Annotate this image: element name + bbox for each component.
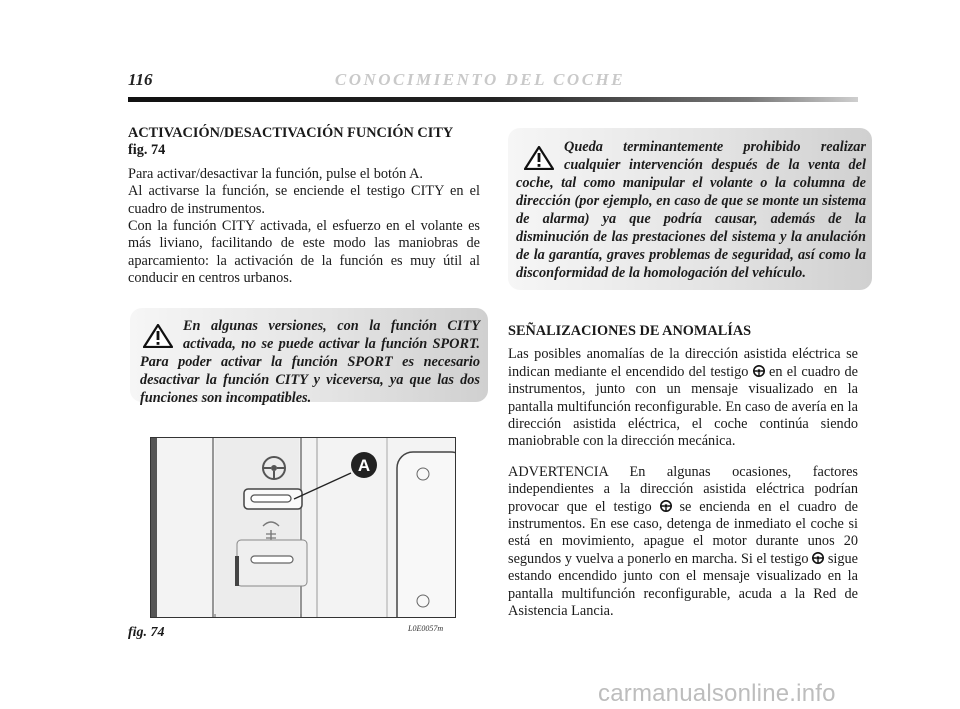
steering-warning-light-icon xyxy=(753,365,765,377)
paragraph-city-effect: Con la función CITY activada, el esfuerzo en el volante es más liviano, facilitando de este modo las maniobras de aparcamiento: la activación de la función es muy útil al conducir en centros urbanos. xyxy=(128,218,480,287)
warning-icon xyxy=(524,146,554,170)
steering-warning-light-icon xyxy=(812,552,824,564)
city-button xyxy=(244,489,302,509)
warning-text-steering: Queda terminantemente prohibido realizar cualquier intervención después de la venta del coche, tal como manipular el volante o la columna de dirección (por ejemplo, en caso de que se monte un sistema de alarma) ya que podría causar, además de la disminución de las prestaciones del sistema y la anulación de la garantía, graves problemas de seguridad, así como la disconformidad de la homologación del vehículo. xyxy=(516,139,866,281)
warning-box-sport xyxy=(130,308,488,406)
steering-warning-light-icon xyxy=(660,500,672,512)
warning-text-sport: En algunas versiones, con la función CITY activada, no se puede activar la función SPORT. Para poder activar la función SPORT es necesario desactivar la función CITY y viceversa, ya que las dos funciones son incompatibles. xyxy=(140,318,480,406)
paragraph-activate: Para activar/desactivar la función, pulse el botón A. xyxy=(128,165,423,182)
warning-icon xyxy=(143,324,173,348)
paragraph-advertencia: ADVERTENCIA En algunas ocasiones, factores independientes a la dirección asistida eléctrica podrían provocar que el testigo se encienda en el cuadro de instrumentos. En ese caso, detenga de inmediato el coche si está en movimiento, apague el motor durante unos 20 segundos y vuelva a ponerlo en marcha. Si el testigo sigue estando encendido junto con el mensaje visualizado en la pantalla multifunción reconfigurable, acuda a la Red de Asistencia Lancia. xyxy=(508,463,858,620)
left-column xyxy=(128,125,480,288)
figure-code: L0E0057m xyxy=(408,624,444,633)
heading-line1: ACTIVACIÓN/DESACTIVACIÓN FUNCIÓN CITY xyxy=(128,125,454,141)
dashboard-illustration xyxy=(151,438,456,618)
paragraph-indicator: Al activarse la función, se enciende el testigo CITY en el cuadro de instrumentos. xyxy=(128,183,480,217)
section-heading-city xyxy=(128,125,480,160)
section-heading-anomalies: SEÑALIZACIONES DE ANOMALÍAS xyxy=(508,323,752,339)
figure-caption: fig. 74 xyxy=(128,625,165,640)
page-number: 116 xyxy=(128,70,153,89)
paragraph-anomalies: Las posibles anomalías de la dirección asistida eléctrica se indican mediante el encendido del testigo en el cuadro de instrumentos, junto con un mensaje visualizado en la pantalla multifunción reconfigurable. En caso de avería en la dirección asistida eléctrica, el coche continúa siendo maniobrable con la dirección mecánica. xyxy=(508,346,858,450)
figure-74 xyxy=(150,437,456,618)
warning-box-steering xyxy=(508,128,872,290)
section-title: CONOCIMIENTO DEL COCHE xyxy=(334,70,626,89)
button-a-label: A xyxy=(357,456,371,475)
heading-line2: fig. 74 xyxy=(128,142,166,159)
right-column xyxy=(508,323,858,621)
watermark: carmanualsonline.info xyxy=(598,680,836,707)
header-rule xyxy=(128,97,858,102)
